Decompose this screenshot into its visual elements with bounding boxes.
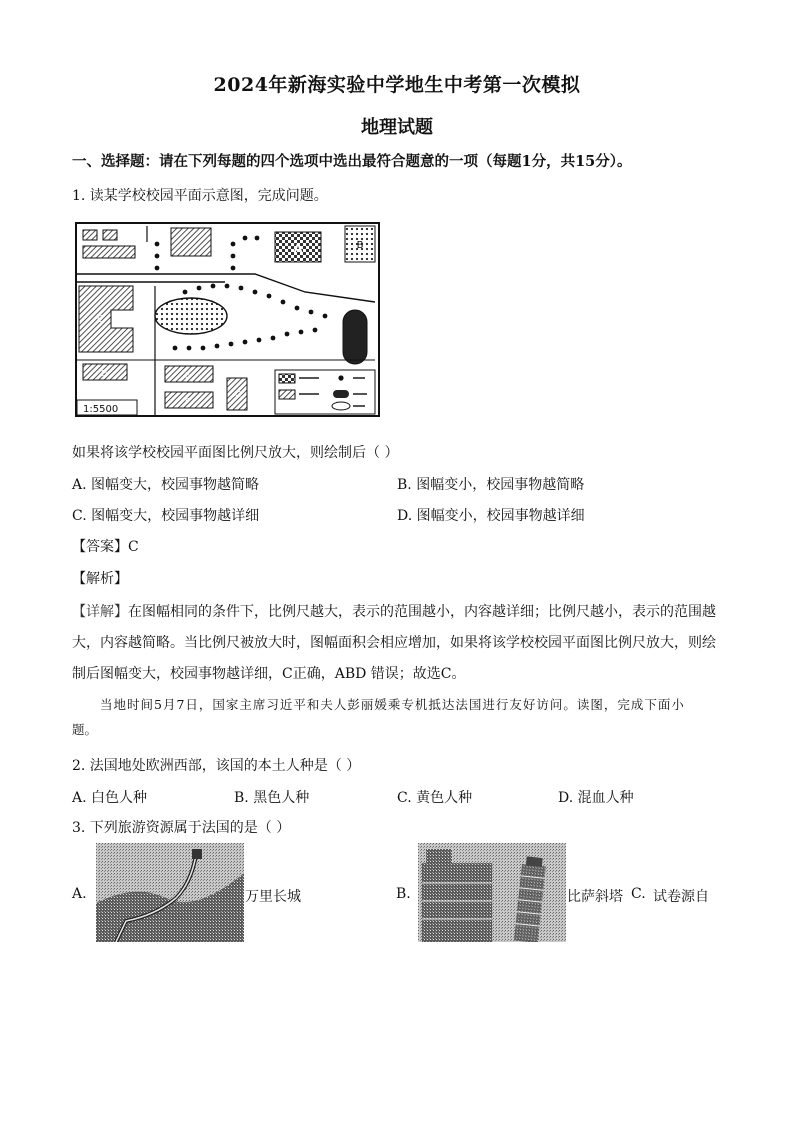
question-3-option-c-letter: C.	[631, 886, 646, 902]
question-3-option-c-caption: 试卷源自	[653, 889, 709, 905]
question-3-option-b-caption: 比萨斜塔	[567, 889, 623, 905]
question-2-option-c: C. 黄色人种	[397, 790, 473, 806]
map-lake	[155, 298, 227, 334]
question-2-option-b: B. 黑色人种	[234, 790, 310, 806]
question-3-stem: 3. 下列旅游资源属于法国的是（ ）	[72, 820, 291, 836]
map-building	[171, 228, 211, 256]
passage-intro: 当地时间5月7日，国家主席习近平和夫人彭丽媛乘专机抵达法国进行友好访问。读图，完成下面小	[100, 697, 685, 712]
question-3-option-a-caption: 万里长城	[245, 889, 301, 905]
svg-text:C: C	[97, 314, 104, 325]
detail-text: 在图幅相同的条件下，比例尺越大，表示的范围越小，内容越详细；比例尺越小，表示的范围越大，内容越简略。当比例尺被放大时，图幅面积会相应增加，如果将该学校校园平面图比例尺放大，则绘制后图幅变大，校园事物越详细，C正确，ABD 错误；故选C。	[72, 604, 716, 682]
question-1-option-d: D. 图幅变小，校园事物越详细	[397, 508, 585, 524]
question-1-option-b: B. 图幅变小，校园事物越简略	[397, 477, 585, 493]
map-scale: 1:5500	[83, 404, 119, 415]
svg-text:G: G	[235, 390, 242, 399]
question-1-option-a: A. 图幅变大，校园事物越简略	[72, 477, 260, 493]
passage-intro-end: 题。	[72, 722, 98, 737]
map-building	[103, 230, 117, 240]
question-1-answer: 【答案】C	[72, 539, 139, 555]
question-1-analysis-label: 【解析】	[72, 571, 128, 587]
campus-map	[75, 222, 380, 417]
svg-text:A: A	[293, 242, 303, 255]
leaning-tower-photo	[418, 843, 566, 942]
exam-title: 2024年新海实验中学地生中考第一次模拟	[213, 74, 581, 96]
exam-subtitle: 地理试题	[361, 117, 433, 138]
question-2-stem: 2. 法国地处欧洲西部，该国的本土人种是（ ）	[72, 758, 361, 774]
map-building	[83, 230, 97, 240]
svg-text:B: B	[356, 240, 364, 251]
question-2-option-a: A. 白色人种	[72, 790, 148, 806]
question-3-option-a-letter: A.	[72, 886, 87, 902]
question-1-prompt: 如果将该学校校园平面图比例尺放大，则绘制后（ ）	[72, 445, 399, 461]
map-track	[343, 310, 367, 364]
map-building	[83, 246, 135, 258]
svg-text:F: F	[185, 397, 190, 406]
svg-text:E: E	[185, 371, 191, 380]
detail-label: 【详解】	[72, 604, 128, 620]
question-1-option-c: C. 图幅变大，校园事物越详细	[72, 508, 260, 524]
svg-text:D: D	[101, 369, 108, 378]
question-1-stem: 1. 读某学校校园平面示意图，完成问题。	[72, 188, 328, 204]
question-3-option-b-letter: B.	[396, 886, 411, 902]
great-wall-photo	[96, 843, 244, 942]
question-2-option-d: D. 混血人种	[558, 790, 634, 806]
question-1-detail	[72, 597, 722, 690]
section-heading: 一、选择题：请在下列每题的四个选项中选出最符合题意的一项（每题1分，共15分）。	[72, 153, 632, 170]
